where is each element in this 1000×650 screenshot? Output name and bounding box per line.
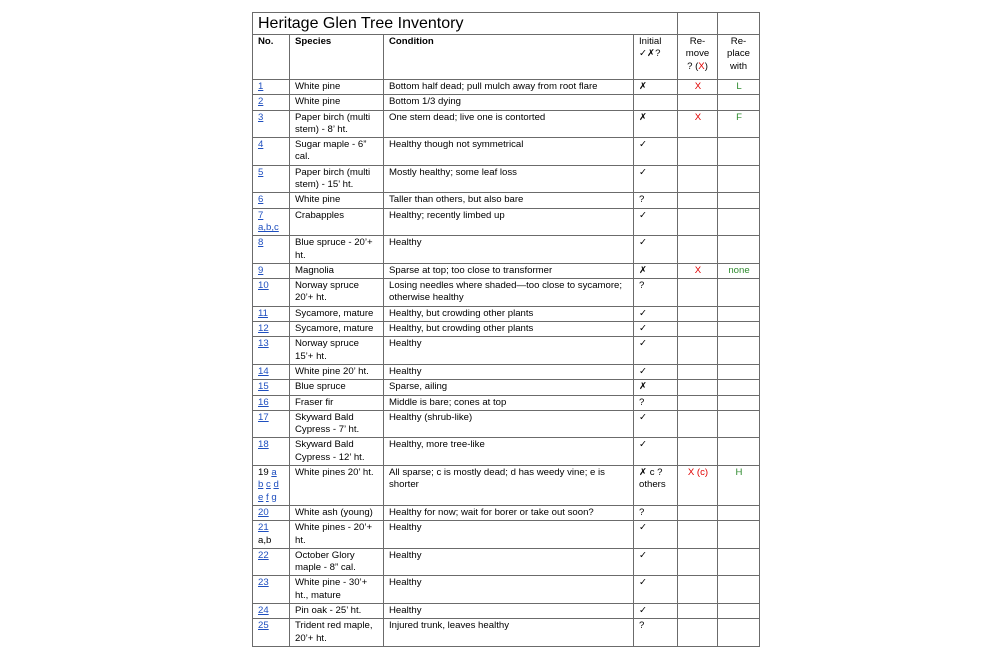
initial-status-cell: ✗ — [634, 80, 678, 95]
tree-number-link[interactable]: 20 — [258, 506, 269, 518]
remove-cell — [678, 438, 718, 466]
row-number-text: 19 — [258, 467, 269, 479]
remove-cell — [678, 138, 718, 166]
table-row — [253, 521, 760, 549]
condition-cell: Healthy — [384, 603, 634, 618]
species-cell: White pine - 30’+ ht., mature — [290, 576, 384, 604]
tree-number-link[interactable]: 4 — [258, 139, 264, 151]
remove-cell — [678, 410, 718, 438]
species-cell: White pine — [290, 80, 384, 95]
replace-cell — [718, 236, 760, 264]
species-cell: Norway spruce 15’+ ht. — [290, 337, 384, 365]
species-cell: Paper birch (multi stem) - 15’ ht. — [290, 165, 384, 193]
replace-cell — [718, 193, 760, 208]
col-header-replace: Re-place with — [718, 35, 760, 80]
tree-sublink[interactable]: d — [273, 479, 279, 491]
replace-cell: F — [718, 110, 760, 138]
initial-status-cell: ✓ — [634, 208, 678, 236]
condition-cell: Healthy for now; wait for borer or take out soon? — [384, 505, 634, 520]
table-row — [253, 165, 760, 193]
condition-cell: Healthy — [384, 521, 634, 549]
species-cell: Crabapples — [290, 208, 384, 236]
remove-cell: X — [678, 80, 718, 95]
condition-cell: Healthy, but crowding other plants — [384, 322, 634, 337]
tree-number-link[interactable]: 23 — [258, 577, 269, 589]
condition-cell: Healthy (shrub-like) — [384, 410, 634, 438]
condition-cell: Mostly healthy; some leaf loss — [384, 165, 634, 193]
tree-sublink[interactable]: f — [266, 491, 269, 503]
replace-cell — [718, 619, 760, 647]
row-number-cell — [253, 138, 290, 166]
initial-status-cell: ✓ — [634, 438, 678, 466]
remove-cell — [678, 619, 718, 647]
table-row — [253, 322, 760, 337]
tree-number-link[interactable]: 24 — [258, 604, 269, 616]
condition-cell: Healthy, more tree-like — [384, 438, 634, 466]
tree-inventory-table — [252, 12, 760, 647]
replace-cell — [718, 306, 760, 321]
condition-cell: Middle is bare; cones at top — [384, 395, 634, 410]
tree-number-link[interactable]: 5 — [258, 166, 264, 178]
species-cell: Fraser fir — [290, 395, 384, 410]
row-number-cell — [253, 603, 290, 618]
initial-status-cell: ✗ c ? others — [634, 466, 678, 506]
tree-sub-letters[interactable]: a,b,c — [258, 221, 279, 233]
initial-status-cell: ✗ — [634, 263, 678, 278]
tree-sublink[interactable]: c — [266, 479, 271, 491]
species-cell: Trident red maple, 20’+ ht. — [290, 619, 384, 647]
remove-cell — [678, 193, 718, 208]
initial-status-cell: ✓ — [634, 576, 678, 604]
tree-number-link[interactable]: 1 — [258, 81, 264, 92]
tree-number-link[interactable]: 10 — [258, 280, 269, 292]
tree-number-link[interactable]: 18 — [258, 439, 269, 451]
row-number-cell — [253, 208, 290, 236]
initial-status-cell: ✓ — [634, 548, 678, 576]
row-number-cell — [253, 505, 290, 520]
table-row — [253, 619, 760, 647]
replace-cell — [718, 138, 760, 166]
row-number-cell — [253, 322, 290, 337]
remove-cell — [678, 337, 718, 365]
table-row — [253, 364, 760, 379]
replace-cell — [718, 576, 760, 604]
replace-cell — [718, 337, 760, 365]
replace-cell — [718, 95, 760, 110]
replace-cell — [718, 438, 760, 466]
tree-number-link[interactable]: 2 — [258, 96, 264, 108]
initial-status-cell: ? — [634, 619, 678, 647]
condition-cell: Healthy — [384, 576, 634, 604]
species-cell: October Glory maple - 8” cal. — [290, 548, 384, 576]
remove-cell — [678, 548, 718, 576]
initial-status-cell: ✓ — [634, 337, 678, 365]
replace-cell: L — [718, 80, 760, 95]
tree-number-link[interactable]: 13 — [258, 338, 269, 350]
tree-number-link[interactable]: 22 — [258, 549, 269, 561]
remove-cell — [678, 322, 718, 337]
row-number-cell — [253, 80, 290, 95]
row-number-cell — [253, 521, 290, 549]
remove-cell — [678, 208, 718, 236]
table-row — [253, 138, 760, 166]
tree-number-link[interactable]: 12 — [258, 323, 269, 335]
species-cell: Magnolia — [290, 263, 384, 278]
remove-cell — [678, 603, 718, 618]
condition-cell: All sparse; c is mostly dead; d has weedy vine; e is shorter — [384, 466, 634, 506]
initial-status-cell: ✗ — [634, 380, 678, 395]
remove-cell — [678, 380, 718, 395]
table-row — [253, 337, 760, 365]
remove-cell — [678, 306, 718, 321]
replace-cell — [718, 380, 760, 395]
species-cell: White ash (young) — [290, 505, 384, 520]
condition-cell: Losing needles where shaded—too close to sycamore; otherwise healthy — [384, 279, 634, 307]
tree-number-link[interactable]: 21 — [258, 522, 269, 534]
table-row — [253, 603, 760, 618]
condition-cell: Healthy though not symmetrical — [384, 138, 634, 166]
remove-cell — [678, 505, 718, 520]
initial-status-cell: ✓ — [634, 306, 678, 321]
species-cell: White pines - 20’+ ht. — [290, 521, 384, 549]
species-cell: Skyward Bald Cypress - 12’ ht. — [290, 438, 384, 466]
tree-number-link[interactable]: 17 — [258, 411, 269, 423]
tree-number-link[interactable]: 7 — [258, 209, 264, 221]
tree-number-link[interactable]: 16 — [258, 396, 269, 408]
table-row — [253, 306, 760, 321]
table-row — [253, 505, 760, 520]
species-cell: White pine — [290, 193, 384, 208]
row-number-cell — [253, 576, 290, 604]
col-header-remove: Re- move ? (X) — [678, 35, 718, 80]
condition-cell: Healthy, but crowding other plants — [384, 306, 634, 321]
table-row — [253, 380, 760, 395]
table-row — [253, 576, 760, 604]
row-number-cell — [253, 548, 290, 576]
table-row — [253, 548, 760, 576]
row-number-cell — [253, 364, 290, 379]
row-number-cell — [253, 337, 290, 365]
tree-number-link[interactable]: 15 — [258, 381, 269, 393]
replace-cell — [718, 208, 760, 236]
remove-cell — [678, 364, 718, 379]
species-cell: White pine — [290, 95, 384, 110]
species-cell: Blue spruce - 20’+ ht. — [290, 236, 384, 264]
table-row — [253, 236, 760, 264]
row-number-cell — [253, 236, 290, 264]
initial-status-cell — [634, 95, 678, 110]
table-row — [253, 410, 760, 438]
initial-status-cell: ✓ — [634, 603, 678, 618]
remove-cell: X — [678, 263, 718, 278]
condition-cell: Healthy — [384, 236, 634, 264]
initial-status-cell: ✓ — [634, 165, 678, 193]
condition-cell: Injured trunk, leaves healthy — [384, 619, 634, 647]
table-row — [253, 466, 760, 506]
row-number-cell — [253, 263, 290, 278]
initial-status-cell: ? — [634, 279, 678, 307]
title-spacer-cell — [718, 13, 760, 35]
species-cell: Paper birch (multi stem) - 8’ ht. — [290, 110, 384, 138]
initial-status-cell: ✓ — [634, 521, 678, 549]
tree-number-link[interactable]: 25 — [258, 620, 269, 632]
title-spacer-cell — [678, 13, 718, 35]
condition-cell: Healthy — [384, 548, 634, 576]
tree-sub-letters: a,b — [258, 534, 272, 546]
replace-cell — [718, 364, 760, 379]
remove-cell — [678, 395, 718, 410]
tree-number-link[interactable]: 9 — [258, 264, 264, 276]
remove-cell — [678, 95, 718, 110]
table-row — [253, 193, 760, 208]
initial-status-cell: ✗ — [634, 110, 678, 138]
row-number-cell — [253, 279, 290, 307]
col-header-no: No. — [253, 35, 290, 80]
tree-sublink[interactable]: a — [271, 467, 277, 479]
table-row — [253, 395, 760, 410]
row-number-cell — [253, 410, 290, 438]
initial-status-cell: ✓ — [634, 364, 678, 379]
initial-status-cell: ✓ — [634, 410, 678, 438]
table-row — [253, 279, 760, 307]
initial-status-cell: ✓ — [634, 236, 678, 264]
initial-status-cell: ✓ — [634, 322, 678, 337]
tree-sublink[interactable]: e — [258, 491, 264, 503]
initial-status-cell: ? — [634, 395, 678, 410]
species-cell: White pine 20’ ht. — [290, 364, 384, 379]
condition-cell: Healthy — [384, 364, 634, 379]
remove-cell — [678, 165, 718, 193]
row-number-cell — [253, 193, 290, 208]
row-number-cell — [253, 380, 290, 395]
replace-cell — [718, 395, 760, 410]
row-number-cell — [253, 395, 290, 410]
row-number-cell — [253, 110, 290, 138]
replace-cell — [718, 548, 760, 576]
remove-cell — [678, 279, 718, 307]
row-number-cell — [253, 95, 290, 110]
condition-cell: Healthy — [384, 337, 634, 365]
remove-cell — [678, 576, 718, 604]
tree-number-link[interactable]: 3 — [258, 111, 264, 123]
remove-cell: X (c) — [678, 466, 718, 506]
row-number-cell — [253, 619, 290, 647]
tree-number-link[interactable]: 8 — [258, 237, 264, 249]
condition-cell: Bottom 1/3 dying — [384, 95, 634, 110]
species-cell: White pines 20’ ht. — [290, 466, 384, 506]
condition-cell: Sparse, ailing — [384, 380, 634, 395]
species-cell: Blue spruce — [290, 380, 384, 395]
remove-cell: X — [678, 110, 718, 138]
replace-cell — [718, 410, 760, 438]
remove-cell — [678, 236, 718, 264]
initial-status-cell: ✓ — [634, 138, 678, 166]
tree-number-link[interactable]: 14 — [258, 365, 269, 377]
condition-cell: Healthy; recently limbed up — [384, 208, 634, 236]
condition-cell: Taller than others, but also bare — [384, 193, 634, 208]
tree-number-link[interactable]: 11 — [258, 307, 268, 319]
row-number-cell — [253, 466, 290, 506]
table-row — [253, 263, 760, 278]
col-header-species: Species — [290, 35, 384, 80]
initial-status-cell: ? — [634, 193, 678, 208]
species-cell: Sycamore, mature — [290, 322, 384, 337]
col-header-initial: Initial ✓✗? — [634, 35, 678, 80]
species-cell: Skyward Bald Cypress - 7’ ht. — [290, 410, 384, 438]
tree-number-link[interactable]: 6 — [258, 194, 264, 206]
condition-cell: Sparse at top; too close to transformer — [384, 263, 634, 278]
row-number-cell — [253, 306, 290, 321]
page-title: Heritage Glen Tree Inventory — [253, 13, 678, 35]
condition-cell: One stem dead; live one is contorted — [384, 110, 634, 138]
replace-cell — [718, 165, 760, 193]
replace-cell: none — [718, 263, 760, 278]
condition-cell: Bottom half dead; pull mulch away from root flare — [384, 80, 634, 95]
species-cell: Pin oak - 25’ ht. — [290, 603, 384, 618]
table-row — [253, 95, 760, 110]
species-cell: Sugar maple - 6” cal. — [290, 138, 384, 166]
replace-cell — [718, 521, 760, 549]
table-row — [253, 208, 760, 236]
tree-sublink[interactable]: g — [271, 491, 277, 503]
tree-sublink[interactable]: b — [258, 479, 264, 491]
table-row — [253, 110, 760, 138]
species-cell: Sycamore, mature — [290, 306, 384, 321]
table-row — [253, 80, 760, 95]
replace-cell — [718, 279, 760, 307]
initial-status-cell: ? — [634, 505, 678, 520]
replace-cell — [718, 322, 760, 337]
replace-cell — [718, 505, 760, 520]
remove-cell — [678, 521, 718, 549]
col-header-condition: Condition — [384, 35, 634, 80]
replace-cell: H — [718, 466, 760, 506]
row-number-cell — [253, 165, 290, 193]
species-cell: Norway spruce 20’+ ht. — [290, 279, 384, 307]
replace-cell — [718, 603, 760, 618]
row-number-cell — [253, 438, 290, 466]
table-row — [253, 438, 760, 466]
